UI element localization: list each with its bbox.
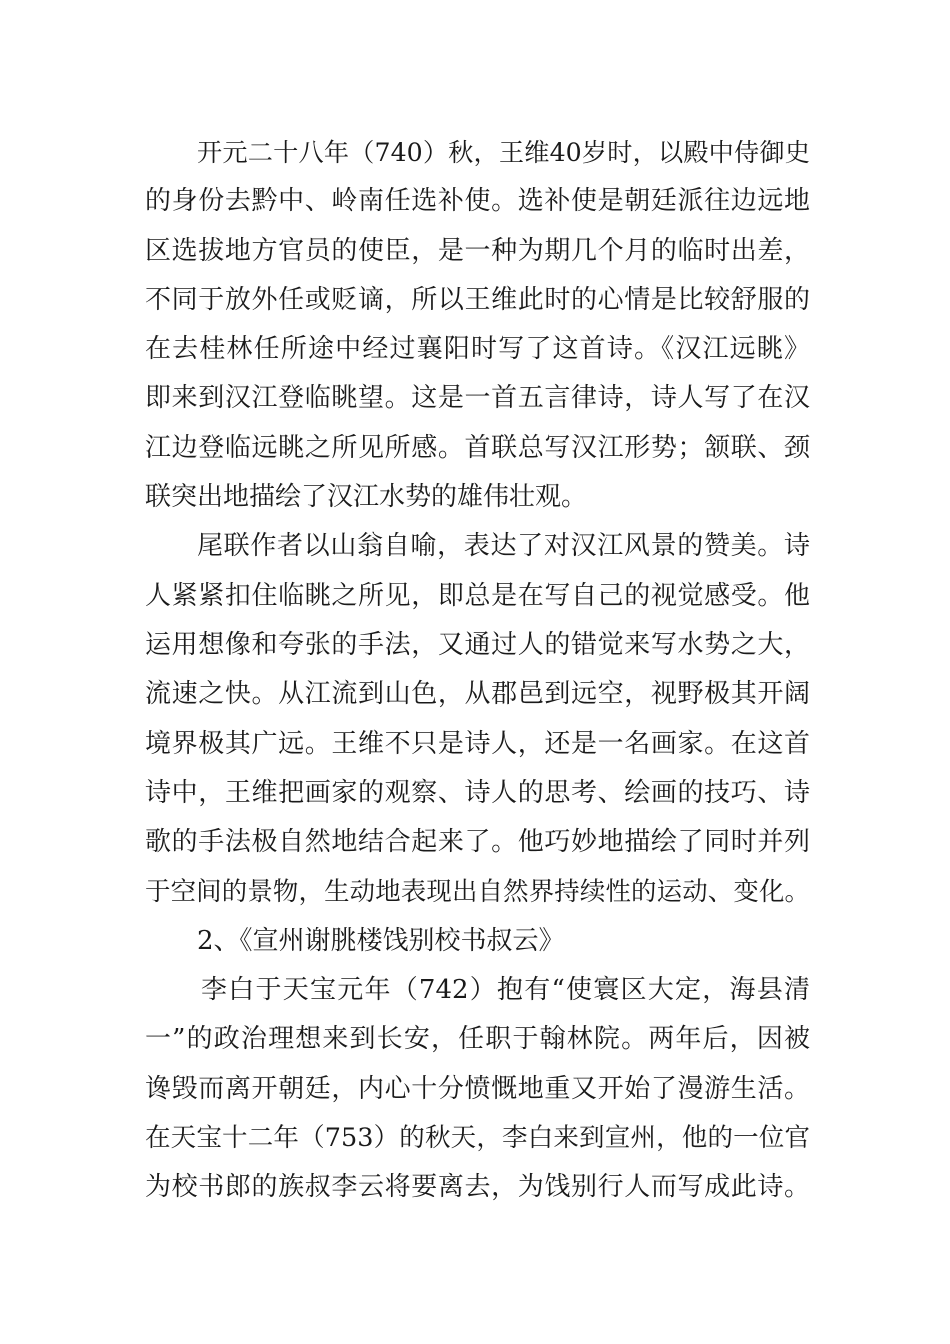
paragraph-2-line-7: 歌的手法极自然地结合起来了。他巧妙地描绘了同时并列 (145, 827, 810, 858)
paragraph-1-line-4: 不同于放外任或贬谪，所以王维此时的心情是比较舒服的 (145, 284, 810, 315)
paragraph-1-line-5: 在去桂林任所途中经过襄阳时写了这首诗。《汉江远眺》 (145, 334, 810, 365)
body-text (145, 128, 810, 1213)
paragraph-1-line-7: 江边登临远眺之所见所感。首联总写汉江形势；颔联、颈 (145, 432, 810, 463)
paragraph-2-line-5: 境界极其广远。王维不只是诗人，还是一名画家。在这首 (145, 728, 810, 759)
paragraph-1-line-1: 开元二十八年（740）秋，王维40岁时，以殿中侍御史 (197, 138, 810, 167)
paragraph-3-line-1: 李白于天宝元年（742）抱有“使寰区大定，海县清 (201, 975, 810, 1006)
paragraph-2-line-2: 人紧紧扣住临眺之所见，即总是在写自己的视觉感受。他 (145, 580, 810, 611)
paragraph-1-line-3: 区选拔地方官员的使臣，是一种为期几个月的临时出差， (145, 235, 810, 266)
paragraph-1-line-2: 的身份去黔中、岭南任选补使。选补使是朝廷派往边远地 (145, 186, 810, 217)
paragraph-1-line-8: 联突出地描绘了汉江水势的雄伟壮观。 (145, 482, 588, 513)
paragraph-2-line-3: 运用想像和夸张的手法，又通过人的错觉来写水势之大， (145, 629, 810, 660)
paragraph-1-line-6: 即来到汉江登临眺望。这是一首五言律诗，诗人写了在汉 (145, 383, 810, 414)
paragraph-3-line-3: 谗毁而离开朝廷，内心十分愤慨地重又开始了漫游生活。 (145, 1073, 810, 1104)
paragraph-2-line-6: 诗中，王维把画家的观察、诗人的思考、绘画的技巧、诗 (145, 777, 810, 808)
paragraph-3-line-2: 一”的政治理想来到长安，任职于翰林院。两年后，因被 (145, 1024, 810, 1055)
paragraph-2-line-1: 尾联作者以山翁自喻，表达了对汉江风景的赞美。诗 (197, 531, 810, 562)
section-heading: 2、《宣州谢朓楼饯别校书叔云》 (197, 925, 565, 956)
paragraph-2-line-8: 于空间的景物，生动地表现出自然界持续性的运动、变化。 (145, 876, 810, 907)
paragraph-3-line-4: 在天宝十二年（753）的秋天，李白来到宣州，他的一位官 (145, 1122, 810, 1153)
paragraph-2-line-4: 流速之快。从江流到山色，从郡邑到远空，视野极其开阔 (145, 679, 810, 710)
paragraph-3-line-5: 为校书郎的族叔李云将要离去，为饯别行人而写成此诗。 (145, 1172, 810, 1203)
